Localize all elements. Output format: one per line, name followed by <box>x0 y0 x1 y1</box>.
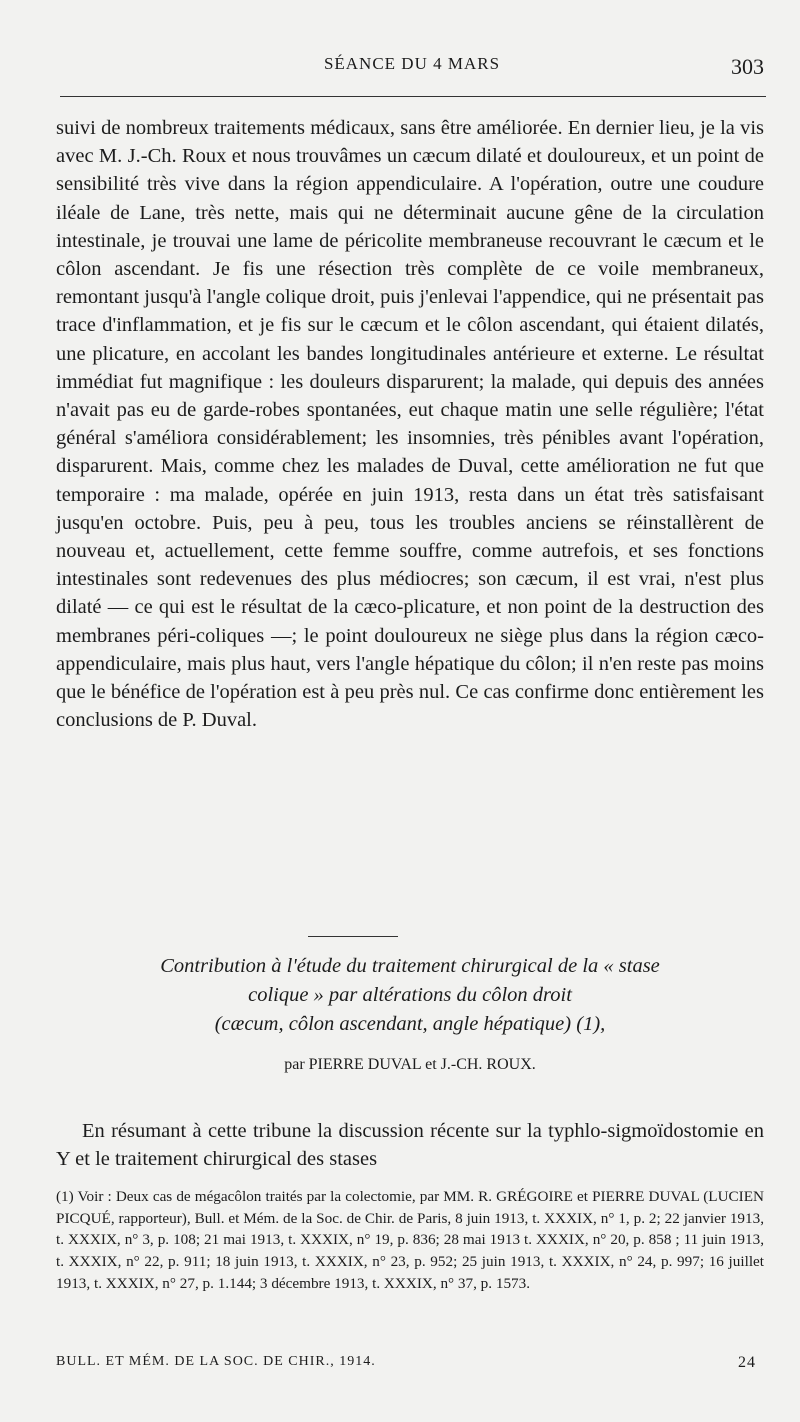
article-authors: par PIERRE DUVAL et J.-CH. ROUX. <box>284 1056 536 1073</box>
article-title-line-2: colique » par altérations du côlon droit <box>248 984 572 1006</box>
section-divider <box>308 936 398 937</box>
article-intro-paragraph: En résumant à cette tribune la discussion récente sur la typhlo-sigmoïdostomie en Y et le traitement chirurgical des stases <box>56 1120 764 1170</box>
main-text <box>56 114 764 734</box>
body-paragraph: suivi de nombreux traitements médicaux, sans être améliorée. En dernier lieu, je la vis avec M. J.-Ch. Roux et nous trouvâmes un cæcum dilaté et douloureux, et un point de sensibilité très vive dans la région appendiculaire. A l'opération, outre une coudure iléale de Lane, très nette, mais qui ne déterminait aucune gêne de la circulation intestinale, je trouvai une lame de péricolite membraneuse recouvrant le cæcum et le côlon ascendant. Je fis une résection très complète de ce voile membraneux, remontant jusqu'à l'angle colique droit, puis j'enlevai l'appendice, qui ne présentait pas trace d'inflammation, et je fis sur le cæcum et le côlon ascendant, qui étaient dilatés, une plicature, en accolant les bandes longitudinales antérieure et externe. Le résultat immédiat fut magnifique : les douleurs disparurent; la malade, qui depuis des années n'avait pas eu de garde-robes spontanées, eut chaque matin une selle régulière; l'état général s'améliora considérablement; les insomnies, très pénibles avant l'opération, disparurent. Mais, comme chez les malades de Duval, cette amélioration ne fut que temporaire : ma malade, opérée en juin 1913, resta dans un état très satisfaisant jusqu'en octobre. Puis, peu à peu, tous les troubles anciens se réinstallèrent de nouveau et, actuellement, cette femme souffre, comme autrefois, et ses fonctions intestinales sont redevenues des plus médiocres; son cæcum, il est vrai, n'est plus dilaté — ce qui est le résultat de la cæco-plicature, et non point de la destruction des membranes péri-coliques —; le point douloureux ne siège plus dans la région cæco-appendiculaire, mais plus haut, vers l'angle hépatique du côlon; il n'en reste pas moins que le bénéfice de l'opération est à peu près nul. Ce cas confirme donc entièrement les conclusions de P. Duval. <box>56 117 764 732</box>
page-header <box>60 54 764 84</box>
page-footer <box>56 1354 756 1376</box>
article-title-line-3: (cæcum, côlon ascendant, angle hépatique) (1), <box>214 1013 606 1035</box>
journal-reference: BULL. ET MÉM. DE LA SOC. DE CHIR., 1914. <box>56 1354 376 1369</box>
article-title-line-1: Contribution à l'étude du traitement chirurgical de la « stase <box>160 955 660 977</box>
footnote: (1) Voir : Deux cas de mégacôlon traités par la colectomie, par MM. R. GRÉGOIRE et PIERRE DUVAL (LUCIEN PICQUÉ, rapporteur), Bull. et Mém. de la Soc. de Chir. de Paris, 8 juin 1913, t. XXXIX, n° 1, p. 2; 22 janvier 1913, t. XXXIX, n° 3, p. 108; 21 mai 1913, t. XXXIX, n° 19, p. 836; 28 mai 1913 t. XXXIX, n° 20, p. 858 ; 11 juin 1913, t. XXXIX, n° 22, p. 911; 18 juin 1913, t. XXXIX, n° 23, p. 952; 25 juin 1913, t. XXXIX, n° 24, p. 997; 16 juillet 1913, t. XXXIX, n° 27, p. 1.144; 3 décembre 1913, t. XXXIX, n° 37, p. 1573. <box>56 1188 764 1292</box>
header-divider <box>60 96 766 97</box>
page-number: 303 <box>731 54 764 79</box>
article-heading <box>56 952 764 1077</box>
signature-mark: 24 <box>738 1354 756 1371</box>
running-title: SÉANCE DU 4 MARS <box>323 54 501 73</box>
